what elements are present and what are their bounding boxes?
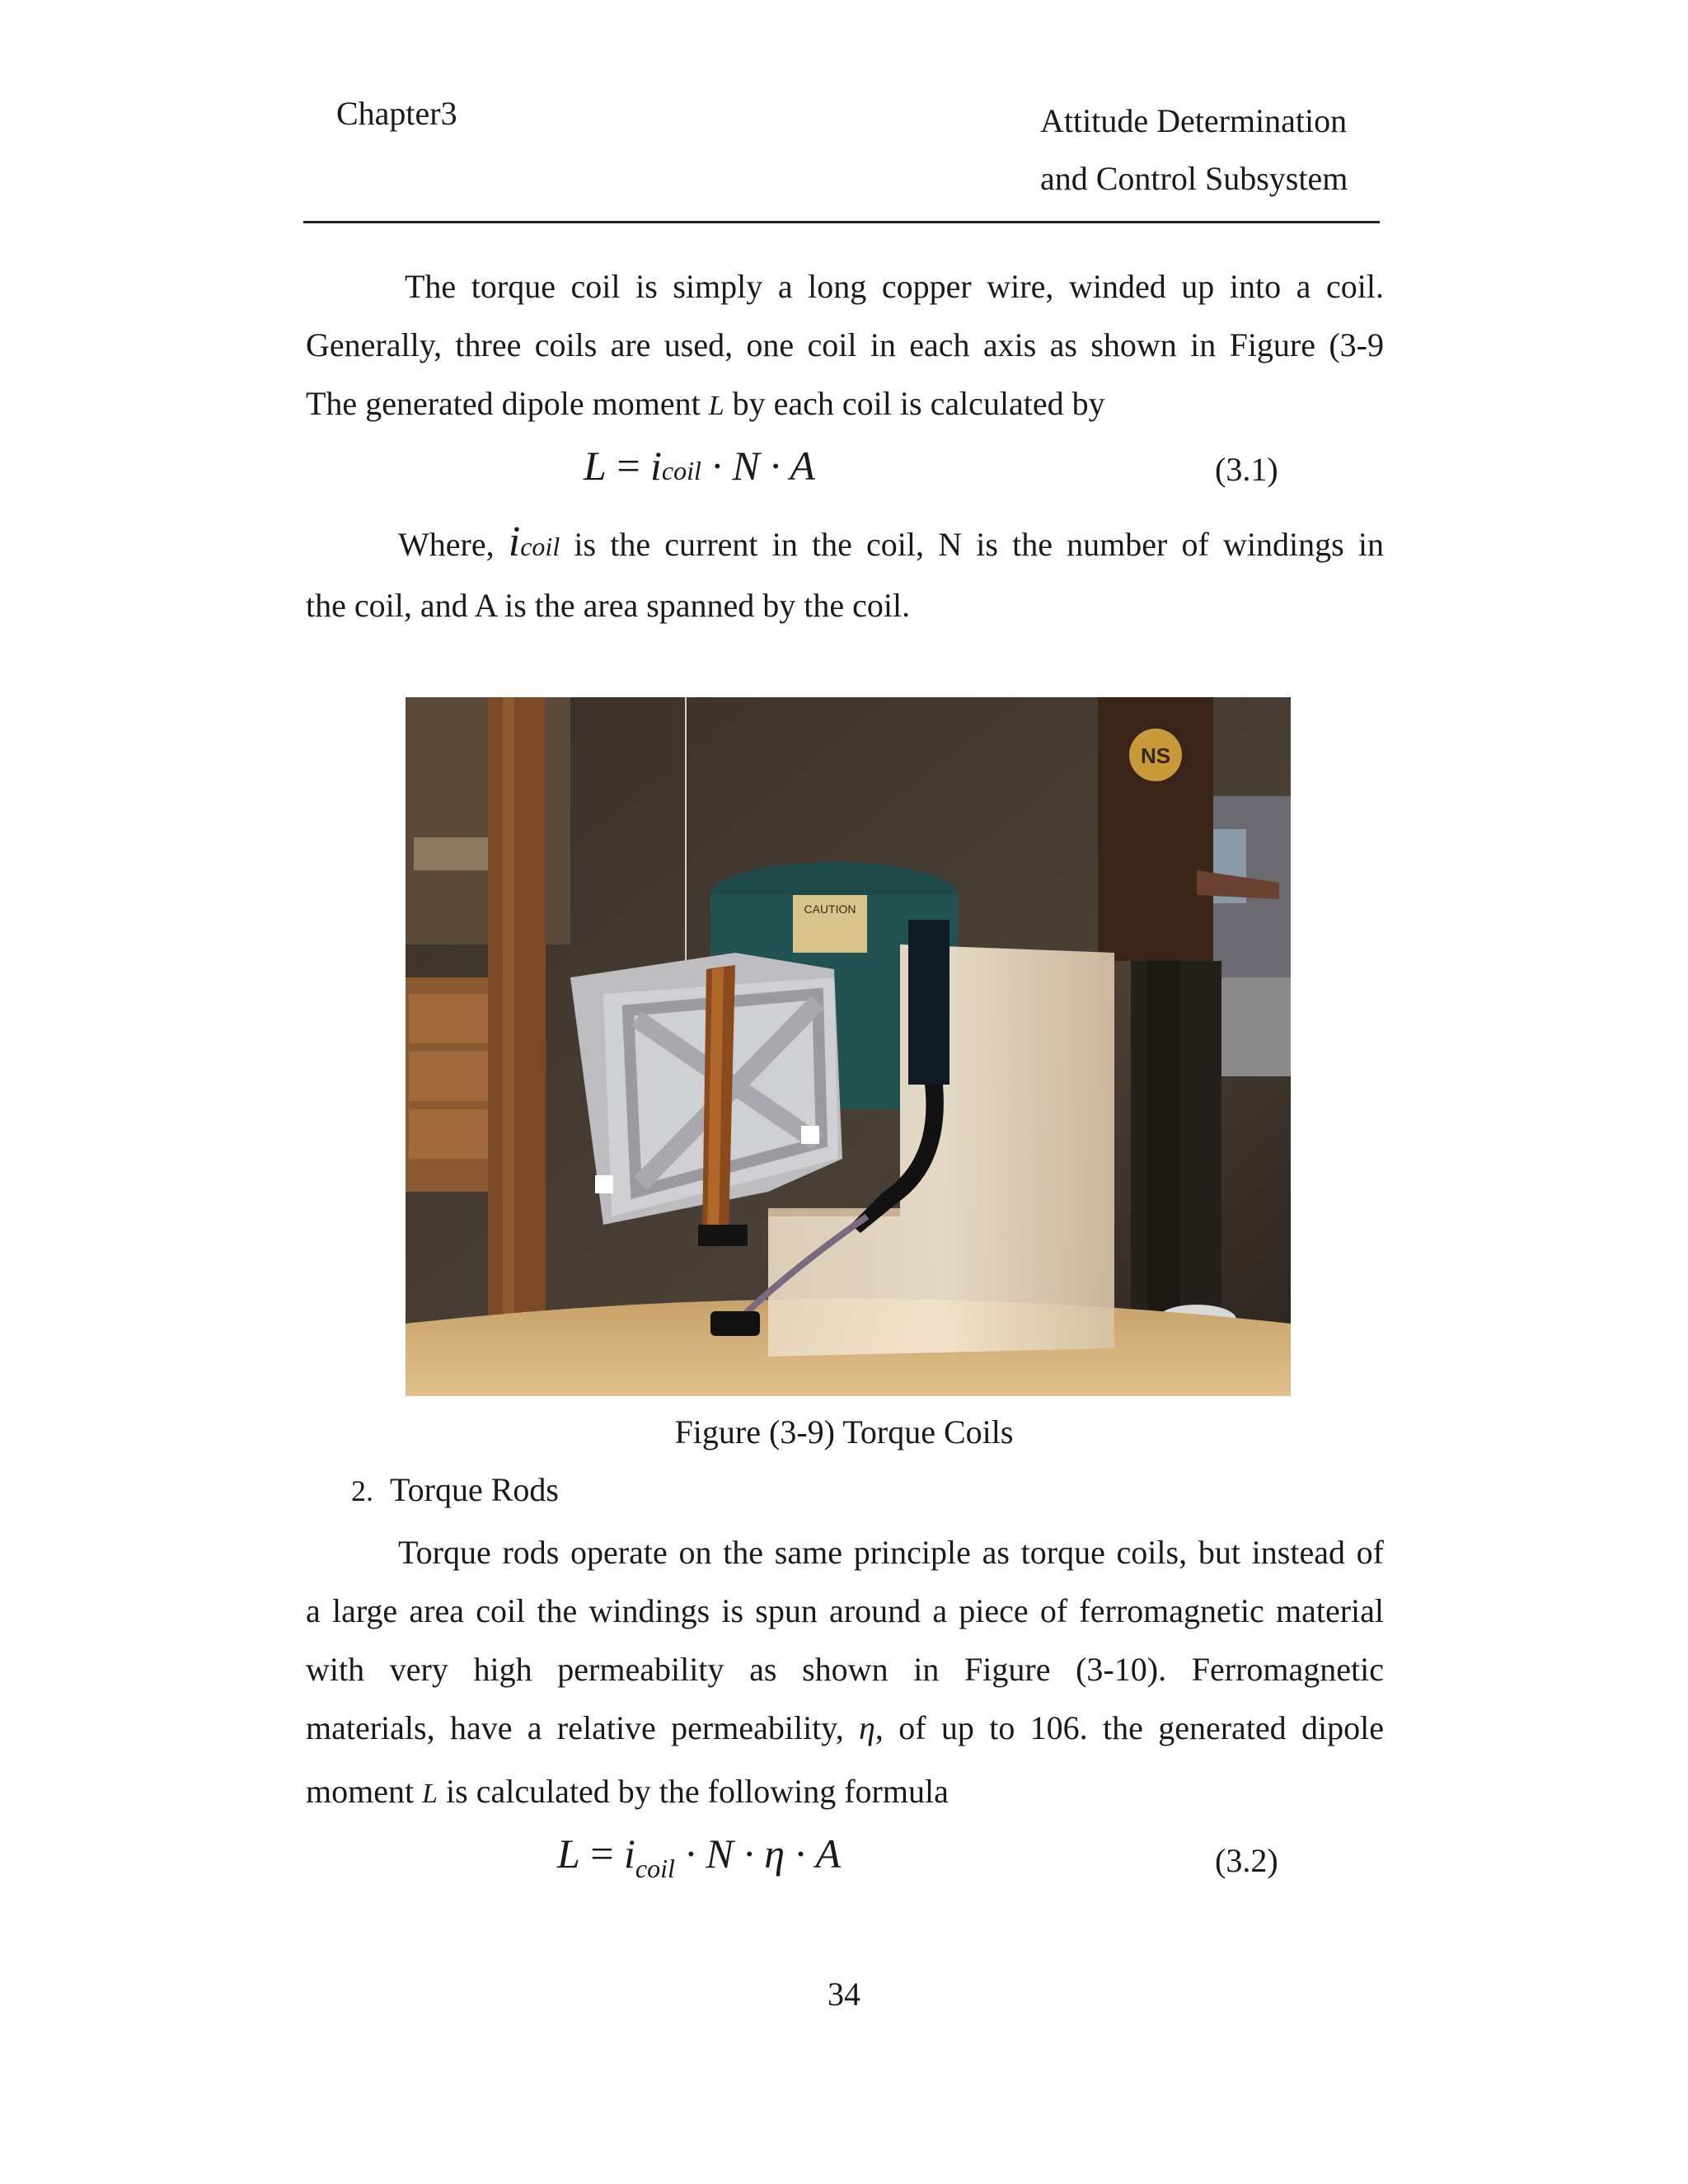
chapter-title (1040, 92, 1348, 208)
text-fragment: by each coil is calculated by (724, 385, 1105, 422)
paragraph-line: with very high permeability as shown in Figure (3-10). Ferromagnetic (306, 1651, 1384, 1688)
permeability-symbol: η (859, 1709, 875, 1746)
equation-current: i (650, 443, 662, 489)
equation-number: (3.2) (1215, 1842, 1278, 1879)
dipole-symbol: L (708, 391, 724, 421)
equation-3-2 (557, 1830, 841, 1884)
caution-label: CAUTION (804, 902, 856, 916)
paragraph-line: Torque rods operate on the same principle as torque coils, but instead of (398, 1534, 1384, 1571)
paragraph-line (306, 513, 1384, 576)
paragraph-torque-rods (306, 1523, 1384, 1823)
text-fragment: is the current in the coil, N is the number of windings in (560, 526, 1384, 563)
paragraph-where (306, 513, 1384, 635)
text-fragment: is calculated by the following formula (438, 1773, 949, 1810)
text-fragment: moment (306, 1773, 423, 1810)
text-fragment: , of up to 106. the generated dipole (874, 1709, 1384, 1746)
chapter-title-line2: and Control Subsystem (1040, 160, 1348, 197)
equation-rest: · N · A (701, 443, 815, 489)
text-fragment: The generated dipole moment (306, 385, 709, 422)
current-symbol: i (508, 518, 521, 565)
equation-number: (3.1) (1215, 451, 1278, 488)
paragraph-line: Generally, three coils are used, one coil in each axis as shown in Figure (3-9 (306, 326, 1384, 363)
list-label: Torque Rods (390, 1471, 559, 1508)
equation-current: i (624, 1830, 635, 1877)
paragraph-line: the coil, and A is the area spanned by the coil. (306, 587, 911, 624)
shirt-logo: NS (1140, 743, 1171, 768)
equation-rest: · N · η · A (674, 1830, 842, 1877)
text-fragment: materials, have a relative permeability, (306, 1709, 860, 1746)
page-number: 34 (828, 1975, 860, 2013)
equation-subscript: coil (661, 456, 701, 485)
chapter-label: Chapter3 (336, 95, 457, 132)
photo-illustration (406, 697, 1291, 1396)
paragraph-line (306, 374, 1384, 435)
torque-coils-photo (406, 697, 1291, 1396)
dipole-symbol: L (422, 1779, 438, 1809)
equation-3-1 (584, 442, 815, 490)
equation-equals: = (606, 443, 651, 489)
paragraph-torque-coil (306, 257, 1384, 435)
paragraph-line (306, 1699, 1384, 1757)
header-rule (303, 221, 1380, 223)
figure-caption: Figure (3-9) Torque Coils (674, 1413, 1014, 1451)
equation-equals: = (579, 1830, 625, 1877)
equation-lhs: L (584, 443, 607, 489)
equation-subscript: coil (635, 1854, 675, 1883)
text-fragment: Where, (398, 526, 509, 563)
current-subscript: coil (520, 532, 560, 561)
paragraph-line: a large area coil the windings is spun around a piece of ferromagnetic material (306, 1592, 1384, 1629)
equation-lhs: L (557, 1830, 580, 1877)
chapter-title-line1: Attitude Determination (1040, 102, 1348, 139)
paragraph-line: The torque coil is simply a long copper wire, winded up into a coil. (405, 268, 1384, 305)
paragraph-line (306, 1762, 1384, 1823)
list-number: 2. (351, 1474, 373, 1507)
list-item-torque-rods (351, 1470, 559, 1509)
